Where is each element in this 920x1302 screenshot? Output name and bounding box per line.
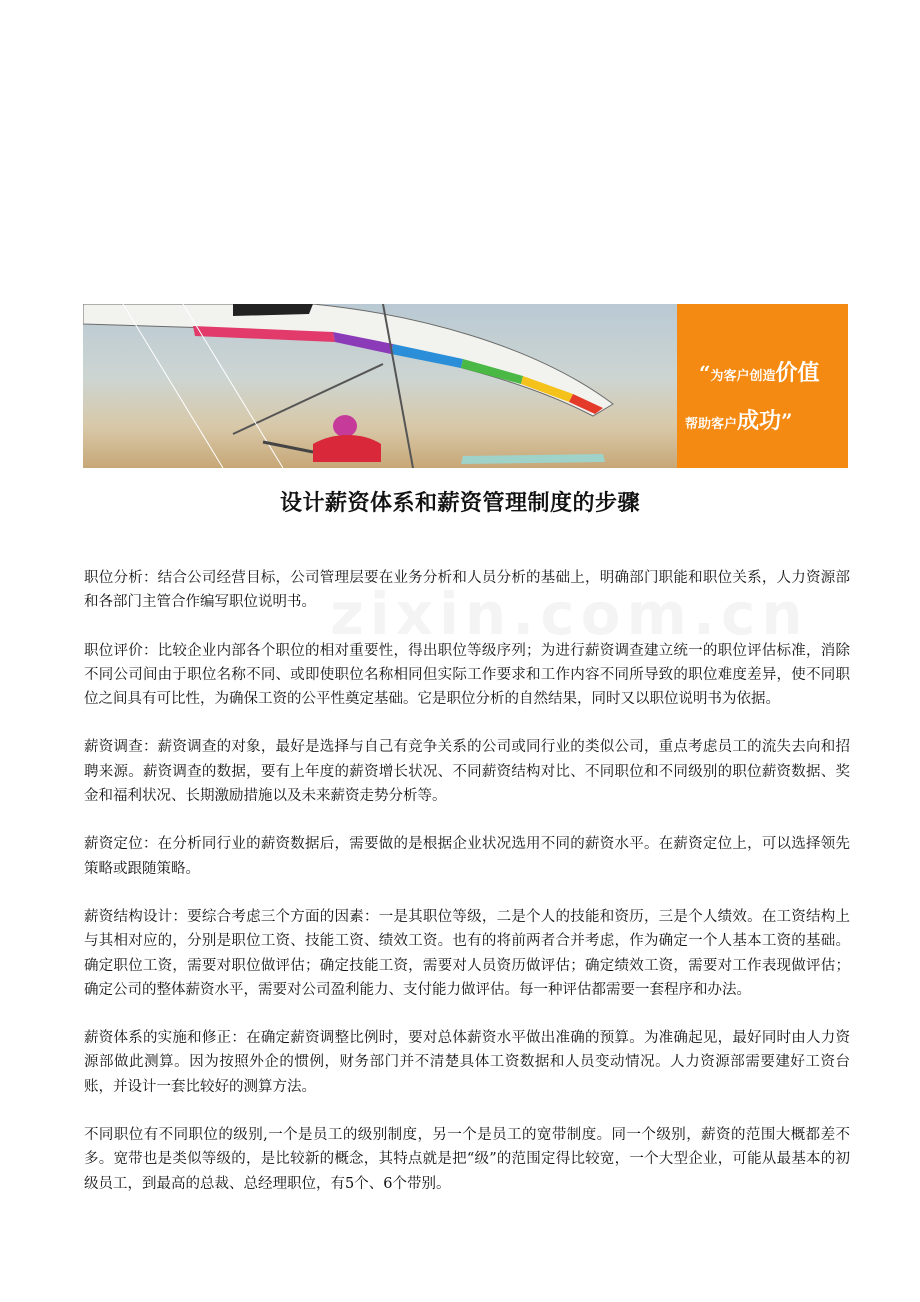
- slogan-line-2-text: 帮助客户: [685, 417, 738, 432]
- slogan-line-1: [699, 356, 820, 387]
- paragraph-job-analysis: 职位分析：结合公司经营目标，公司管理层要在业务分析和人员分析的基础上，明确部门职能和职位关系，人力资源部和各部门主管合作编写职位说明书。: [84, 570, 850, 611]
- slogan-panel: [677, 304, 848, 468]
- paragraph-salary-structure: 薪资结构设计：要综合考虑三个方面的因素：一是其职位等级，二是个人的技能和资历，三是个人绩效。在工资结构上与其相对应的，分别是职位工资、技能工资、绩效工资。也有的将前两者合并考虑，作为确定一个人基本工资的基础。确定职位工资，需要对职位做评估；确定技能工资，需要对人员资历做评估；确定绩效工资，需要对工作表现做评估；确定公司的整体薪资水平，需要对公司盈利能力、支付能力做评估。每一种评估都需要一套程序和办法。: [84, 908, 850, 998]
- slogan-line-2: [685, 404, 793, 435]
- paragraph-implementation: 薪资体系的实施和修正：在确定薪资调整比例时，要对总体薪资水平做出准确的预算。为准确起见，最好同时由人力资源部做此测算。因为按照外企的惯例，财务部门并不清楚具体工资数据和人员变动情况。人力资源部需要建好工资台账，并设计一套比较好的测算方法。: [84, 1030, 850, 1095]
- open-quote-mark: “: [699, 361, 711, 385]
- hang-glider-illustration: [83, 304, 677, 468]
- header-banner: [83, 304, 848, 468]
- slogan-line-2-emphasis: 成功: [737, 409, 782, 434]
- document-title: 设计薪资体系和薪资管理制度的步骤: [279, 491, 640, 516]
- hang-glider-photo: [83, 304, 677, 468]
- slogan-line-1-emphasis: 价值: [775, 361, 820, 386]
- paragraph-salary-survey: 薪资调查：薪资调查的对象，最好是选择与自己有竞争关系的公司或同行业的类似公司，重点考虑员工的流失去向和招聘来源。薪资调查的数据，要有上年度的薪资增长状况、不同薪资结构对比、不同职位和不同级别的职位薪资数据、奖金和福利状况、长期激励措施以及未来薪资走势分析等。: [84, 739, 850, 805]
- paragraph-salary-positioning: 薪资定位：在分析同行业的薪资数据后，需要做的是根据企业状况选用不同的薪资水平。在薪资定位上，可以选择领先策略或跟随策略。: [84, 836, 850, 877]
- paragraph-job-evaluation: 职位评价：比较企业内部各个职位的相对重要性，得出职位等级序列；为进行薪资调查建立统一的职位评估标准，消除不同公司间由于职位名称不同、或即使职位名称相同但实际工作要求和工作内容不同所导致的职位难度差异，使不同职位之间具有可比性，为确保工资的公平性奠定基础。它是职位分析的自然结果，同时又以职位说明书为依据。: [84, 642, 850, 708]
- slogan-line-1-text: 为客户创造: [710, 369, 776, 384]
- close-quote-mark: ”: [781, 409, 793, 433]
- document-body: [84, 566, 850, 1220]
- paragraph-grade-and-broadband: 不同职位有不同职位的级别,一个是员工的级别制度，另一个是员工的宽带制度。同一个级别，薪资的范围大概都差不多。宽带也是类似等级的，是比较新的概念，其特点就是把“级”的范围定得比较宽，一个大型企业，可能从最基本的初级员工，到最高的总裁、总经理职位，有5个、6个带别。: [84, 1127, 850, 1192]
